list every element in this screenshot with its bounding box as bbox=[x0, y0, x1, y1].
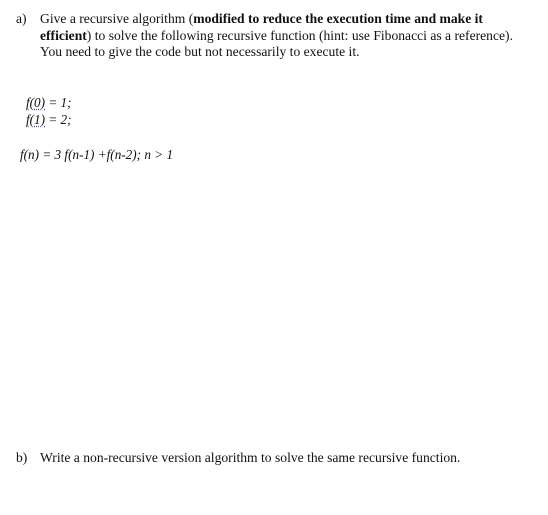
base-case-f1-function: f(1) bbox=[26, 112, 46, 127]
question-a-label: a) bbox=[16, 11, 27, 26]
question-a-rest: ) to solve the following recursive function (hint: use Fibonacci as a reference). You need to give the code but not necessarily to execute it. bbox=[40, 27, 513, 59]
question-a-text bbox=[40, 11, 536, 61]
question-a-emphasis: modified to reduce the execution time and make it efficient bbox=[40, 11, 483, 43]
base-case-f0 bbox=[26, 95, 72, 111]
question-b bbox=[16, 450, 536, 467]
question-b-text: Write a non-recursive version algorithm to solve the same recursive function. bbox=[40, 450, 461, 465]
base-case-f1 bbox=[26, 112, 72, 128]
base-case-f0-function: f(0) bbox=[26, 95, 46, 110]
base-case-f1-value: = 2; bbox=[45, 112, 72, 127]
question-a bbox=[16, 11, 536, 61]
base-case-f0-value: = 1; bbox=[45, 95, 72, 110]
question-b-label: b) bbox=[16, 450, 28, 465]
recurrence-relation: f(n) = 3 f(n-1) +f(n-2); n > 1 bbox=[20, 147, 174, 162]
question-a-intro: Give a recursive algorithm ( bbox=[40, 11, 194, 26]
